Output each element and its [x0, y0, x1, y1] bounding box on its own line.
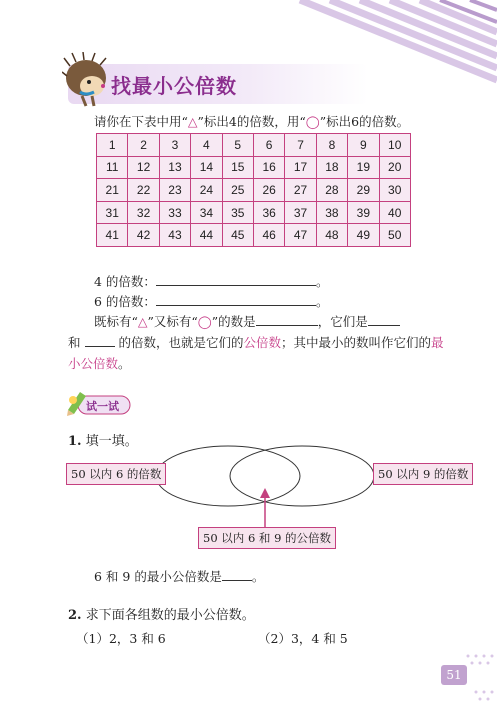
hedgehog-icon — [62, 52, 112, 108]
q2-item-1: （1）2，3 和 6 — [76, 631, 166, 646]
number-b-blank[interactable] — [85, 346, 115, 347]
grid-cell[interactable]: 27 — [285, 179, 316, 202]
grid-cell[interactable]: 21 — [97, 179, 128, 202]
grid-cell[interactable]: 5 — [222, 134, 253, 157]
grid-cell[interactable]: 46 — [253, 224, 284, 247]
grid-cell[interactable]: 29 — [348, 179, 379, 202]
lcm-term-end: 小公倍数 — [68, 356, 119, 371]
explain-line-1: 既标有“△”又标有“◯”的数是 ，它们是 — [94, 312, 400, 330]
question-1: 1. 填一填。 — [68, 434, 138, 449]
multiples-of-6-line: 6 的倍数： 。 — [94, 294, 329, 309]
grid-cell[interactable]: 8 — [316, 134, 347, 157]
grid-cell[interactable]: 24 — [191, 179, 222, 202]
number-grid — [96, 133, 411, 247]
number-a-blank[interactable] — [368, 325, 400, 326]
grid-cell[interactable]: 15 — [222, 156, 253, 179]
explain-line-2: 和 的倍数，也就是它们的公倍数；其中最小的数叫作它们的最 — [68, 335, 444, 350]
grid-row — [97, 134, 411, 157]
grid-cell[interactable]: 4 — [191, 134, 222, 157]
grid-cell[interactable]: 10 — [379, 134, 410, 157]
lcm-term-start: 最 — [431, 335, 444, 350]
grid-cell[interactable]: 25 — [222, 179, 253, 202]
grid-cell[interactable]: 45 — [222, 224, 253, 247]
page-title: 找最小公倍数 — [111, 74, 237, 98]
q2-item-2: （2）3，4 和 5 — [258, 631, 348, 646]
grid-cell[interactable]: 35 — [222, 201, 253, 224]
grid-row — [97, 179, 411, 202]
grid-cell[interactable]: 9 — [348, 134, 379, 157]
lcm-answer-line: 6 和 9 的最小公倍数是 。 — [94, 569, 265, 584]
grid-cell[interactable]: 28 — [316, 179, 347, 202]
multiples-of-6-blank[interactable] — [156, 305, 316, 306]
triangle-icon: △ — [137, 314, 148, 329]
venn-left-label: 50 以内 6 的倍数 — [66, 463, 166, 485]
circle-icon: ◯ — [197, 314, 212, 329]
common-numbers-blank[interactable] — [256, 325, 318, 326]
page-number: 51 — [441, 665, 467, 685]
multiples-of-4-blank[interactable] — [156, 285, 316, 286]
grid-cell[interactable]: 26 — [253, 179, 284, 202]
grid-cell[interactable]: 13 — [159, 156, 190, 179]
venn-center-label: 50 以内 6 和 9 的公倍数 — [198, 527, 336, 549]
grid-cell[interactable]: 17 — [285, 156, 316, 179]
explain-line-3: 小公倍数。 — [68, 356, 131, 371]
grid-cell[interactable]: 30 — [379, 179, 410, 202]
grid-cell[interactable]: 7 — [285, 134, 316, 157]
grid-cell[interactable]: 6 — [253, 134, 284, 157]
grid-cell[interactable]: 43 — [159, 224, 190, 247]
grid-cell[interactable]: 38 — [316, 201, 347, 224]
grid-cell[interactable]: 37 — [285, 201, 316, 224]
circle-icon: ◯ — [305, 114, 320, 129]
grid-cell[interactable]: 36 — [253, 201, 284, 224]
grid-row — [97, 224, 411, 247]
common-multiple-term: 公倍数 — [243, 335, 282, 350]
grid-cell[interactable]: 22 — [128, 179, 159, 202]
grid-cell[interactable]: 11 — [97, 156, 128, 179]
grid-cell[interactable]: 44 — [191, 224, 222, 247]
grid-cell[interactable]: 40 — [379, 201, 410, 224]
grid-cell[interactable]: 42 — [128, 224, 159, 247]
question-2: 2. 求下面各组数的最小公倍数。 — [68, 608, 255, 623]
grid-cell[interactable]: 47 — [285, 224, 316, 247]
set-right-ellipse — [230, 446, 374, 506]
grid-cell[interactable]: 1 — [97, 134, 128, 157]
arrow-head-icon — [260, 488, 270, 498]
lcm-answer-blank[interactable] — [222, 580, 252, 581]
grid-row — [97, 201, 411, 224]
grid-cell[interactable]: 19 — [348, 156, 379, 179]
try-it-label: 试一试 — [86, 400, 119, 413]
grid-cell[interactable]: 23 — [159, 179, 190, 202]
grid-cell[interactable]: 39 — [348, 201, 379, 224]
triangle-icon: △ — [187, 114, 198, 129]
grid-cell[interactable]: 49 — [348, 224, 379, 247]
grid-cell[interactable]: 12 — [128, 156, 159, 179]
grid-cell[interactable]: 34 — [191, 201, 222, 224]
multiples-of-4-line: 4 的倍数： 。 — [94, 274, 329, 289]
instruction-text: 请你在下表中用“△”标出4的倍数，用“◯”标出6的倍数。 — [94, 114, 410, 129]
grid-cell[interactable]: 33 — [159, 201, 190, 224]
grid-cell[interactable]: 20 — [379, 156, 410, 179]
grid-cell[interactable]: 32 — [128, 201, 159, 224]
grid-cell[interactable]: 2 — [128, 134, 159, 157]
grid-cell[interactable]: 18 — [316, 156, 347, 179]
grid-cell[interactable]: 31 — [97, 201, 128, 224]
set-left-ellipse — [156, 446, 300, 506]
grid-cell[interactable]: 50 — [379, 224, 410, 247]
grid-cell[interactable]: 41 — [97, 224, 128, 247]
grid-cell[interactable]: 16 — [253, 156, 284, 179]
grid-row — [97, 156, 411, 179]
grid-cell[interactable]: 14 — [191, 156, 222, 179]
grid-cell[interactable]: 48 — [316, 224, 347, 247]
decorative-dots — [462, 652, 497, 703]
venn-right-label: 50 以内 9 的倍数 — [373, 463, 473, 485]
grid-cell[interactable]: 3 — [159, 134, 190, 157]
